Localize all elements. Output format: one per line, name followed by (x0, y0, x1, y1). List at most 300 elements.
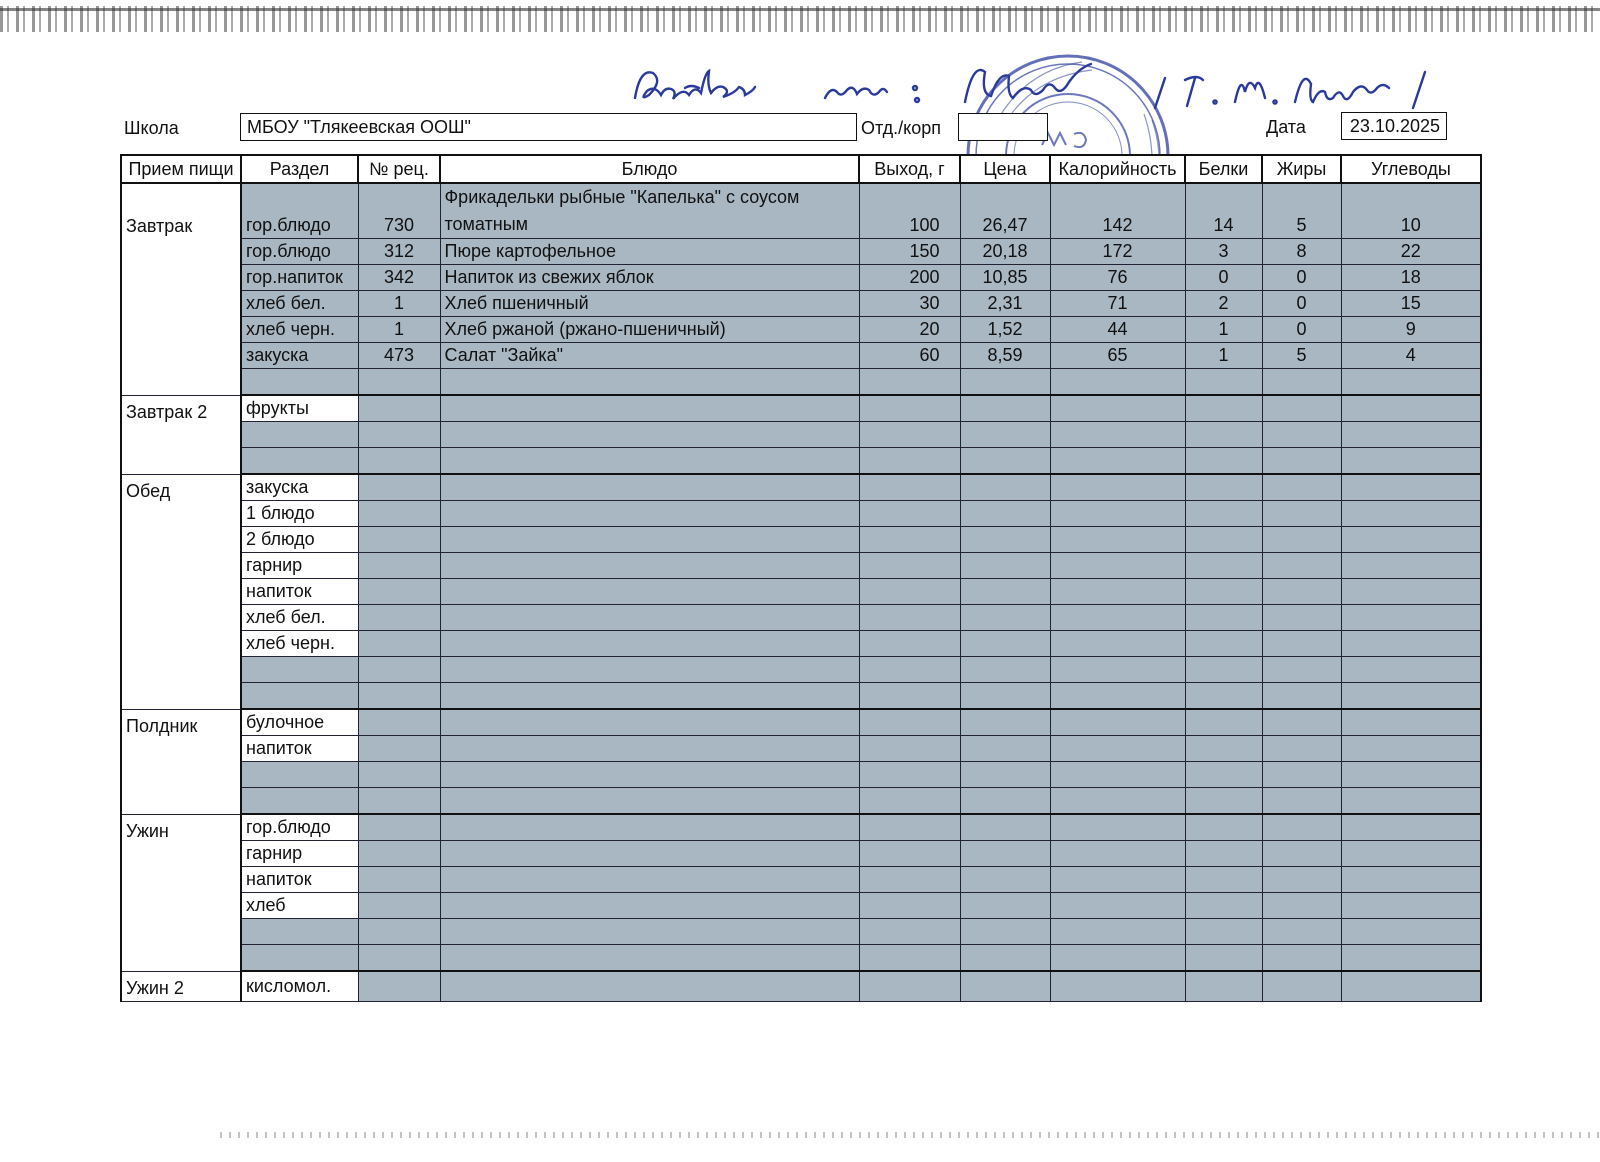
table-row (121, 709, 1481, 736)
cell-price[interactable]: 26,47 (960, 183, 1050, 239)
date-label: Дата (1266, 117, 1306, 137)
table-row (121, 631, 1481, 657)
cell-kcal[interactable] (1050, 369, 1185, 396)
cell-carbs[interactable] (1341, 474, 1481, 501)
cell-section[interactable]: булочное (241, 709, 358, 736)
cell-section[interactable] (241, 369, 358, 396)
cell-yield[interactable] (859, 501, 960, 527)
cell-dish[interactable] (440, 605, 859, 631)
cell-section[interactable] (241, 945, 358, 972)
cell-yield[interactable] (859, 841, 960, 867)
cell-price[interactable] (960, 657, 1050, 683)
cell-price[interactable]: 1,52 (960, 317, 1050, 343)
cell-fat[interactable]: 8 (1262, 239, 1341, 265)
cell-recipe[interactable] (358, 553, 440, 579)
cell-yield[interactable] (859, 919, 960, 945)
cell-price[interactable]: 8,59 (960, 343, 1050, 369)
cell-section[interactable] (241, 657, 358, 683)
cell-protein[interactable] (1185, 631, 1262, 657)
cell-kcal[interactable] (1050, 893, 1185, 919)
cell-fat[interactable] (1262, 631, 1341, 657)
cell-yield[interactable] (859, 788, 960, 815)
cell-kcal[interactable] (1050, 709, 1185, 736)
table-row-empty (121, 762, 1481, 788)
cell-price[interactable] (960, 422, 1050, 448)
cell-protein[interactable] (1185, 369, 1262, 396)
cell-protein[interactable] (1185, 867, 1262, 893)
cell-fat[interactable] (1262, 474, 1341, 501)
table-row-empty (121, 422, 1481, 448)
cell-dish[interactable]: Напиток из свежих яблок (440, 265, 859, 291)
col-protein: Белки (1185, 155, 1262, 183)
cell-carbs[interactable] (1341, 841, 1481, 867)
cell-yield[interactable] (859, 448, 960, 475)
cell-carbs[interactable] (1341, 893, 1481, 919)
cell-yield[interactable] (859, 422, 960, 448)
cell-carbs[interactable] (1341, 971, 1481, 1001)
col-section: Раздел (241, 155, 358, 183)
cell-dish[interactable] (440, 631, 859, 657)
cell-kcal[interactable]: 44 (1050, 317, 1185, 343)
cell-carbs[interactable] (1341, 709, 1481, 736)
table-row (121, 183, 1481, 239)
cell-carbs[interactable] (1341, 683, 1481, 710)
cell-protein[interactable] (1185, 971, 1262, 1001)
cell-fat[interactable] (1262, 395, 1341, 422)
scan-artifact-line (0, 8, 1600, 11)
cell-recipe[interactable] (358, 788, 440, 815)
cell-carbs[interactable] (1341, 605, 1481, 631)
meal-dinner: Ужин (121, 814, 241, 971)
cell-dish[interactable] (440, 945, 859, 972)
cell-section[interactable]: хлеб (241, 893, 358, 919)
meal-dinner2: Ужин 2 (121, 971, 241, 1001)
cell-yield[interactable]: 150 (859, 239, 960, 265)
cell-kcal[interactable] (1050, 448, 1185, 475)
cell-recipe[interactable] (358, 448, 440, 475)
cell-price[interactable] (960, 683, 1050, 710)
cell-kcal[interactable]: 172 (1050, 239, 1185, 265)
table-row (121, 395, 1481, 422)
cell-protein[interactable] (1185, 448, 1262, 475)
cell-kcal[interactable] (1050, 945, 1185, 972)
cell-fat[interactable] (1262, 369, 1341, 396)
cell-protein[interactable] (1185, 579, 1262, 605)
cell-dish[interactable] (440, 683, 859, 710)
cell-protein[interactable] (1185, 788, 1262, 815)
cell-kcal[interactable] (1050, 867, 1185, 893)
cell-yield[interactable] (859, 474, 960, 501)
school-name-field[interactable]: МБОУ "Тлякеевская ООШ" (240, 113, 857, 141)
cell-recipe[interactable] (358, 527, 440, 553)
cell-yield[interactable] (859, 605, 960, 631)
cell-section[interactable] (241, 788, 358, 815)
cell-dish[interactable] (440, 736, 859, 762)
cell-yield[interactable] (859, 893, 960, 919)
cell-recipe[interactable] (358, 579, 440, 605)
cell-carbs[interactable]: 18 (1341, 265, 1481, 291)
cell-kcal[interactable] (1050, 631, 1185, 657)
cell-fat[interactable] (1262, 422, 1341, 448)
cell-recipe[interactable]: 730 (358, 183, 440, 239)
cell-section[interactable]: гор.блюдо (241, 814, 358, 841)
cell-yield[interactable] (859, 683, 960, 710)
cell-yield[interactable] (859, 945, 960, 972)
cell-carbs[interactable] (1341, 867, 1481, 893)
cell-carbs[interactable] (1341, 631, 1481, 657)
cell-recipe[interactable]: 312 (358, 239, 440, 265)
cell-recipe[interactable]: 1 (358, 317, 440, 343)
cell-fat[interactable] (1262, 841, 1341, 867)
cell-recipe[interactable] (358, 814, 440, 841)
cell-section[interactable]: гор.блюдо (241, 183, 358, 239)
cell-dish[interactable] (440, 579, 859, 605)
cell-price[interactable] (960, 448, 1050, 475)
cell-price[interactable] (960, 579, 1050, 605)
cell-protein[interactable] (1185, 841, 1262, 867)
cell-kcal[interactable] (1050, 814, 1185, 841)
cell-dish[interactable] (440, 448, 859, 475)
col-fat: Жиры (1262, 155, 1341, 183)
cell-carbs[interactable] (1341, 501, 1481, 527)
cell-dish[interactable] (440, 893, 859, 919)
cell-protein[interactable]: 3 (1185, 239, 1262, 265)
cell-fat[interactable]: 5 (1262, 183, 1341, 239)
cell-carbs[interactable] (1341, 553, 1481, 579)
cell-recipe[interactable] (358, 919, 440, 945)
cell-carbs[interactable] (1341, 657, 1481, 683)
table-row-empty (121, 788, 1481, 815)
cell-section[interactable]: кисломол. (241, 971, 358, 1001)
cell-carbs[interactable] (1341, 369, 1481, 396)
cell-price[interactable] (960, 527, 1050, 553)
cell-carbs[interactable] (1341, 814, 1481, 841)
cell-fat[interactable] (1262, 553, 1341, 579)
cell-dish[interactable] (440, 553, 859, 579)
cell-fat[interactable] (1262, 945, 1341, 972)
cell-section[interactable]: напиток (241, 736, 358, 762)
cell-dish[interactable] (440, 814, 859, 841)
cell-price[interactable] (960, 631, 1050, 657)
col-kcal: Калорийность (1050, 155, 1185, 183)
cell-kcal[interactable] (1050, 474, 1185, 501)
table-row (121, 579, 1481, 605)
cell-carbs[interactable] (1341, 395, 1481, 422)
cell-fat[interactable] (1262, 657, 1341, 683)
meal-lunch: Обед (121, 474, 241, 709)
date-field[interactable]: 23.10.2025 (1341, 112, 1447, 140)
cell-section[interactable] (241, 422, 358, 448)
cell-dish[interactable]: Салат "Зайка" (440, 343, 859, 369)
cell-section[interactable]: закуска (241, 474, 358, 501)
cell-kcal[interactable] (1050, 736, 1185, 762)
cell-protein[interactable]: 2 (1185, 291, 1262, 317)
cell-fat[interactable] (1262, 448, 1341, 475)
cell-dish[interactable] (440, 762, 859, 788)
col-dish: Блюдо (440, 155, 859, 183)
cell-dish[interactable]: Хлеб пшеничный (440, 291, 859, 317)
cell-fat[interactable] (1262, 605, 1341, 631)
cell-recipe[interactable] (358, 762, 440, 788)
cell-price[interactable] (960, 736, 1050, 762)
cell-section[interactable]: напиток (241, 579, 358, 605)
cell-dish[interactable] (440, 971, 859, 1001)
cell-fat[interactable] (1262, 788, 1341, 815)
cell-kcal[interactable] (1050, 579, 1185, 605)
cell-recipe[interactable] (358, 867, 440, 893)
cell-recipe[interactable] (358, 709, 440, 736)
cell-recipe[interactable] (358, 422, 440, 448)
cell-section[interactable]: хлеб черн. (241, 631, 358, 657)
cell-recipe[interactable] (358, 369, 440, 396)
cell-section[interactable]: хлеб бел. (241, 291, 358, 317)
cell-protein[interactable] (1185, 919, 1262, 945)
cell-kcal[interactable]: 142 (1050, 183, 1185, 239)
cell-carbs[interactable] (1341, 788, 1481, 815)
cell-yield[interactable] (859, 395, 960, 422)
cell-protein[interactable] (1185, 657, 1262, 683)
cell-fat[interactable] (1262, 579, 1341, 605)
cell-price[interactable] (960, 919, 1050, 945)
cell-fat[interactable] (1262, 709, 1341, 736)
cell-yield[interactable] (859, 369, 960, 396)
dept-field[interactable] (958, 113, 1048, 141)
cell-kcal[interactable]: 71 (1050, 291, 1185, 317)
cell-fat[interactable] (1262, 527, 1341, 553)
cell-kcal[interactable] (1050, 501, 1185, 527)
cell-price[interactable]: 20,18 (960, 239, 1050, 265)
cell-dish[interactable] (440, 527, 859, 553)
cell-section[interactable]: гарнир (241, 553, 358, 579)
cell-kcal[interactable] (1050, 683, 1185, 710)
cell-recipe[interactable] (358, 657, 440, 683)
cell-dish[interactable] (440, 841, 859, 867)
cell-recipe[interactable] (358, 893, 440, 919)
cell-kcal[interactable]: 65 (1050, 343, 1185, 369)
cell-yield[interactable]: 100 (859, 183, 960, 239)
table-row (121, 736, 1481, 762)
cell-protein[interactable] (1185, 814, 1262, 841)
table-header-row (121, 155, 1481, 183)
cell-yield[interactable] (859, 971, 960, 1001)
cell-yield[interactable] (859, 527, 960, 553)
cell-fat[interactable]: 0 (1262, 265, 1341, 291)
cell-section[interactable] (241, 448, 358, 475)
cell-dish[interactable] (440, 395, 859, 422)
cell-dish[interactable] (440, 474, 859, 501)
cell-kcal[interactable] (1050, 841, 1185, 867)
cell-price[interactable] (960, 605, 1050, 631)
cell-dish[interactable] (440, 422, 859, 448)
cell-price[interactable] (960, 814, 1050, 841)
cell-fat[interactable]: 0 (1262, 291, 1341, 317)
cell-recipe[interactable] (358, 736, 440, 762)
cell-recipe[interactable]: 1 (358, 291, 440, 317)
cell-section[interactable] (241, 683, 358, 710)
cell-dish[interactable] (440, 788, 859, 815)
cell-section[interactable] (241, 762, 358, 788)
cell-carbs[interactable] (1341, 579, 1481, 605)
cell-yield[interactable]: 30 (859, 291, 960, 317)
cell-price[interactable] (960, 553, 1050, 579)
cell-protein[interactable]: 14 (1185, 183, 1262, 239)
cell-fat[interactable] (1262, 919, 1341, 945)
cell-dish[interactable]: Пюре картофельное (440, 239, 859, 265)
cell-carbs[interactable] (1341, 736, 1481, 762)
cell-price[interactable] (960, 893, 1050, 919)
cell-recipe[interactable] (358, 841, 440, 867)
cell-protein[interactable] (1185, 474, 1262, 501)
cell-fat[interactable] (1262, 736, 1341, 762)
cell-dish[interactable] (440, 657, 859, 683)
cell-protein[interactable] (1185, 762, 1262, 788)
cell-fat[interactable] (1262, 867, 1341, 893)
cell-yield[interactable] (859, 762, 960, 788)
cell-carbs[interactable]: 10 (1341, 183, 1481, 239)
cell-carbs[interactable] (1341, 919, 1481, 945)
cell-protein[interactable] (1185, 527, 1262, 553)
cell-dish[interactable] (440, 867, 859, 893)
col-recipe: № рец. (358, 155, 440, 183)
cell-price[interactable] (960, 395, 1050, 422)
cell-section[interactable]: гарнир (241, 841, 358, 867)
cell-section[interactable]: хлеб бел. (241, 605, 358, 631)
cell-price[interactable] (960, 945, 1050, 972)
cell-carbs[interactable] (1341, 448, 1481, 475)
cell-kcal[interactable] (1050, 919, 1185, 945)
cell-yield[interactable]: 200 (859, 265, 960, 291)
cell-protein[interactable]: 0 (1185, 265, 1262, 291)
cell-protein[interactable] (1185, 501, 1262, 527)
cell-kcal[interactable] (1050, 657, 1185, 683)
cell-dish[interactable] (440, 369, 859, 396)
cell-carbs[interactable]: 4 (1341, 343, 1481, 369)
cell-yield[interactable] (859, 631, 960, 657)
table-row (121, 605, 1481, 631)
cell-carbs[interactable] (1341, 945, 1481, 972)
cell-dish[interactable] (440, 501, 859, 527)
cell-recipe[interactable] (358, 683, 440, 710)
cell-recipe[interactable] (358, 605, 440, 631)
cell-protein[interactable] (1185, 553, 1262, 579)
cell-recipe[interactable] (358, 501, 440, 527)
cell-yield[interactable] (859, 657, 960, 683)
cell-recipe[interactable] (358, 631, 440, 657)
cell-kcal[interactable] (1050, 553, 1185, 579)
cell-carbs[interactable] (1341, 422, 1481, 448)
cell-section[interactable] (241, 919, 358, 945)
cell-fat[interactable] (1262, 762, 1341, 788)
cell-kcal[interactable] (1050, 527, 1185, 553)
cell-section[interactable]: фрукты (241, 395, 358, 422)
cell-protein[interactable] (1185, 422, 1262, 448)
cell-kcal[interactable] (1050, 788, 1185, 815)
cell-price[interactable] (960, 369, 1050, 396)
cell-dish[interactable]: Хлеб ржаной (ржано-пшеничный) (440, 317, 859, 343)
cell-protein[interactable] (1185, 945, 1262, 972)
cell-yield[interactable] (859, 579, 960, 605)
table-row (121, 265, 1481, 291)
cell-price[interactable] (960, 841, 1050, 867)
table-row (121, 893, 1481, 919)
cell-protein[interactable] (1185, 893, 1262, 919)
cell-kcal[interactable] (1050, 971, 1185, 1001)
cell-fat[interactable]: 5 (1262, 343, 1341, 369)
cell-section[interactable]: гор.блюдо (241, 239, 358, 265)
cell-protein[interactable]: 1 (1185, 317, 1262, 343)
cell-carbs[interactable] (1341, 762, 1481, 788)
cell-yield[interactable] (859, 736, 960, 762)
cell-recipe[interactable] (358, 474, 440, 501)
cell-kcal[interactable] (1050, 605, 1185, 631)
cell-fat[interactable] (1262, 683, 1341, 710)
cell-protein[interactable]: 1 (1185, 343, 1262, 369)
cell-yield[interactable]: 20 (859, 317, 960, 343)
cell-price[interactable] (960, 762, 1050, 788)
cell-section[interactable]: закуска (241, 343, 358, 369)
cell-carbs[interactable] (1341, 527, 1481, 553)
cell-price[interactable] (960, 788, 1050, 815)
table-row (121, 239, 1481, 265)
cell-carbs[interactable]: 22 (1341, 239, 1481, 265)
col-yield: Выход, г (859, 155, 960, 183)
cell-yield[interactable]: 60 (859, 343, 960, 369)
cell-carbs[interactable]: 9 (1341, 317, 1481, 343)
cell-section[interactable]: гор.напиток (241, 265, 358, 291)
cell-price[interactable] (960, 867, 1050, 893)
cell-recipe[interactable]: 342 (358, 265, 440, 291)
cell-price[interactable] (960, 501, 1050, 527)
cell-price[interactable] (960, 709, 1050, 736)
cell-carbs[interactable]: 15 (1341, 291, 1481, 317)
cell-fat[interactable] (1262, 814, 1341, 841)
cell-recipe[interactable] (358, 971, 440, 1001)
cell-protein[interactable] (1185, 709, 1262, 736)
cell-protein[interactable] (1185, 605, 1262, 631)
cell-fat[interactable] (1262, 893, 1341, 919)
cell-kcal[interactable] (1050, 762, 1185, 788)
cell-section[interactable]: напиток (241, 867, 358, 893)
cell-yield[interactable] (859, 553, 960, 579)
cell-dish[interactable] (440, 709, 859, 736)
cell-price[interactable] (960, 971, 1050, 1001)
cell-protein[interactable] (1185, 736, 1262, 762)
cell-dish[interactable] (440, 183, 859, 239)
cell-protein[interactable] (1185, 395, 1262, 422)
cell-protein[interactable] (1185, 683, 1262, 710)
cell-recipe[interactable] (358, 395, 440, 422)
cell-kcal[interactable] (1050, 422, 1185, 448)
cell-price[interactable]: 10,85 (960, 265, 1050, 291)
cell-section[interactable]: 2 блюдо (241, 527, 358, 553)
cell-price[interactable] (960, 474, 1050, 501)
cell-fat[interactable]: 0 (1262, 317, 1341, 343)
cell-dish[interactable] (440, 919, 859, 945)
cell-section[interactable]: хлеб черн. (241, 317, 358, 343)
cell-kcal[interactable]: 76 (1050, 265, 1185, 291)
cell-yield[interactable] (859, 867, 960, 893)
cell-kcal[interactable] (1050, 395, 1185, 422)
cell-recipe[interactable] (358, 945, 440, 972)
cell-price[interactable]: 2,31 (960, 291, 1050, 317)
cell-yield[interactable] (859, 709, 960, 736)
table-row (121, 553, 1481, 579)
cell-yield[interactable] (859, 814, 960, 841)
cell-fat[interactable] (1262, 501, 1341, 527)
cell-recipe[interactable]: 473 (358, 343, 440, 369)
cell-section[interactable]: 1 блюдо (241, 501, 358, 527)
cell-fat[interactable] (1262, 971, 1341, 1001)
